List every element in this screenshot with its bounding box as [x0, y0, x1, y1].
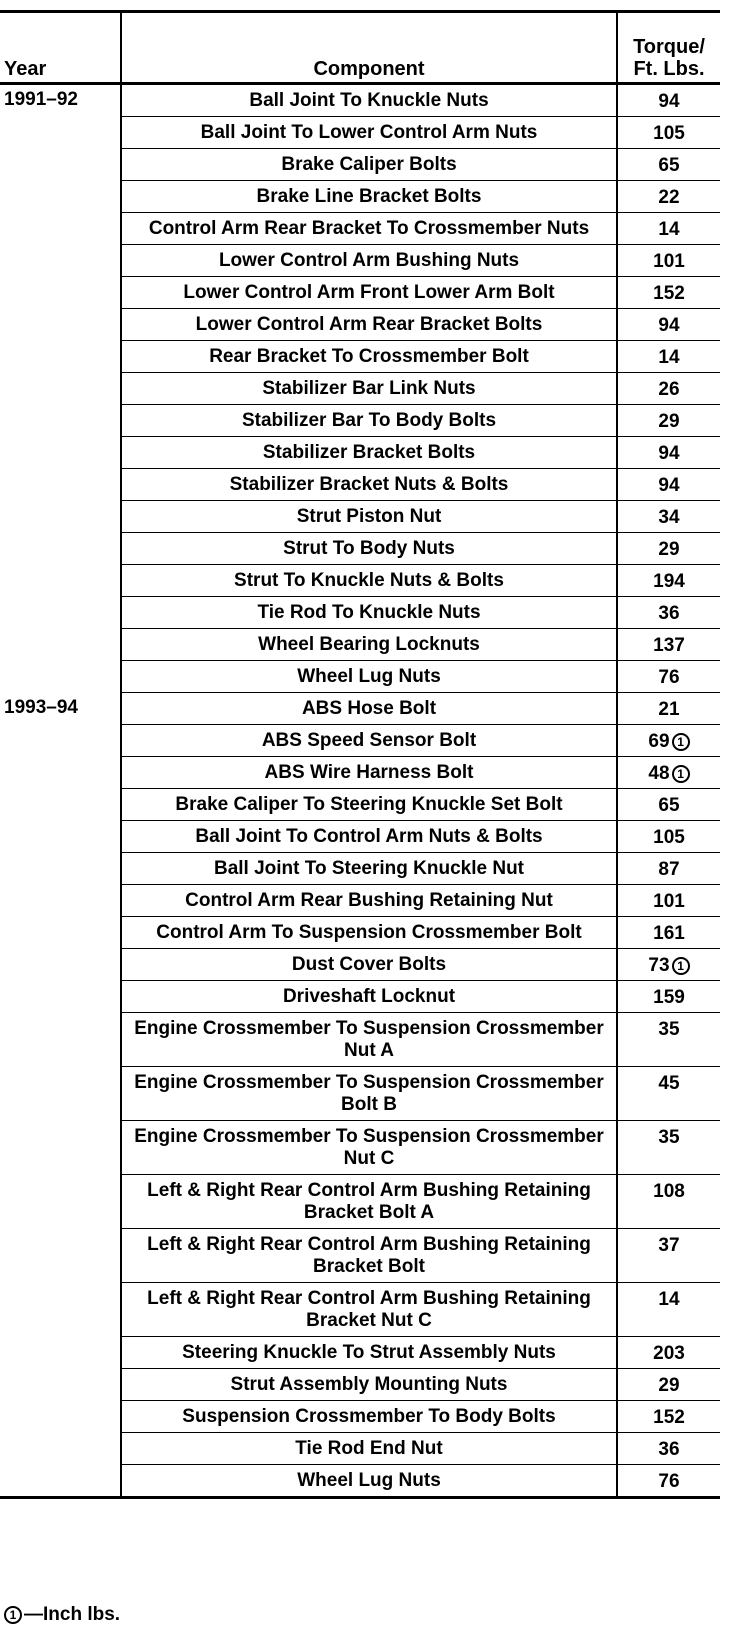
table-row	[0, 629, 720, 661]
torque-cell	[617, 1433, 720, 1465]
year-cell	[0, 501, 121, 533]
torque-value: 69	[648, 731, 670, 752]
torque-cell	[617, 789, 720, 821]
torque-value: 194	[653, 571, 685, 592]
component-cell: Tie Rod End Nut	[121, 1433, 617, 1465]
table-row	[0, 661, 720, 693]
torque-cell	[617, 213, 720, 245]
torque-value: 34	[658, 507, 680, 528]
table-row	[0, 725, 720, 757]
torque-value: 29	[658, 1375, 680, 1396]
torque-cell	[617, 405, 720, 437]
table-row	[0, 1337, 720, 1369]
torque-cell	[617, 853, 720, 885]
torque-spec-table-wrapper	[0, 10, 720, 1499]
year-cell	[0, 757, 121, 789]
component-cell: Ball Joint To Knuckle Nuts	[121, 84, 617, 117]
year-cell	[0, 917, 121, 949]
component-cell: Dust Cover Bolts	[121, 949, 617, 981]
torque-value: 26	[658, 379, 680, 400]
torque-value: 48	[648, 763, 670, 784]
component-cell: Ball Joint To Steering Knuckle Nut	[121, 853, 617, 885]
torque-cell	[617, 1229, 720, 1283]
component-cell: Suspension Crossmember To Body Bolts	[121, 1401, 617, 1433]
circled-one-symbol: 1	[4, 1606, 22, 1624]
table-row	[0, 309, 720, 341]
torque-value: 35	[658, 1019, 680, 1040]
component-cell: Left & Right Rear Control Arm Bushing Retaining Bracket Nut C	[121, 1283, 617, 1337]
component-cell: Wheel Lug Nuts	[121, 661, 617, 693]
table-row	[0, 1369, 720, 1401]
component-column-header: Component	[121, 12, 617, 84]
inch-lbs-footnote-icon: 1	[672, 733, 690, 751]
year-cell	[0, 1067, 121, 1121]
torque-value: 152	[653, 283, 685, 304]
torque-cell	[617, 725, 720, 757]
component-cell: Driveshaft Locknut	[121, 981, 617, 1013]
year-cell	[0, 309, 121, 341]
torque-value: 21	[658, 699, 680, 720]
table-body	[0, 84, 720, 1498]
year-cell	[0, 565, 121, 597]
torque-cell	[617, 565, 720, 597]
torque-cell	[617, 373, 720, 405]
table-row	[0, 1067, 720, 1121]
component-cell: Engine Crossmember To Suspension Crossmember Nut C	[121, 1121, 617, 1175]
table-row	[0, 565, 720, 597]
torque-cell	[617, 309, 720, 341]
torque-value: 152	[653, 1407, 685, 1428]
torque-cell	[617, 84, 720, 117]
table-row	[0, 789, 720, 821]
component-cell: Stabilizer Bar To Body Bolts	[121, 405, 617, 437]
torque-value: 87	[658, 859, 680, 880]
torque-cell	[617, 981, 720, 1013]
component-cell: Left & Right Rear Control Arm Bushing Retaining Bracket Bolt A	[121, 1175, 617, 1229]
component-cell: Lower Control Arm Bushing Nuts	[121, 245, 617, 277]
torque-cell	[617, 757, 720, 789]
torque-cell	[617, 661, 720, 693]
torque-value: 29	[658, 411, 680, 432]
torque-value: 101	[653, 891, 685, 912]
torque-cell	[617, 597, 720, 629]
year-cell	[0, 821, 121, 853]
torque-cell	[617, 917, 720, 949]
year-cell	[0, 149, 121, 181]
torque-value: 159	[653, 987, 685, 1008]
table-row	[0, 821, 720, 853]
year-cell: 1993–94	[4, 696, 78, 718]
component-cell: Strut To Knuckle Nuts & Bolts	[121, 565, 617, 597]
table-row	[0, 469, 720, 501]
table-row	[0, 245, 720, 277]
table-row	[0, 1465, 720, 1498]
year-cell	[0, 341, 121, 373]
torque-cell	[617, 181, 720, 213]
torque-cell	[617, 885, 720, 917]
year-cell: 1991–92	[4, 89, 78, 110]
torque-header-line2: Ft. Lbs.	[633, 58, 705, 80]
torque-cell	[617, 149, 720, 181]
torque-value: 29	[658, 539, 680, 560]
year-cell	[0, 949, 121, 981]
table-row	[0, 981, 720, 1013]
torque-value: 22	[658, 187, 680, 208]
inch-lbs-footnote-icon: 1	[672, 957, 690, 975]
torque-value: 65	[658, 795, 680, 816]
table-row	[0, 341, 720, 373]
torque-value: 94	[658, 315, 680, 336]
table-row	[0, 885, 720, 917]
torque-value: 94	[658, 91, 680, 112]
table-row	[0, 501, 720, 533]
component-cell: ABS Speed Sensor Bolt	[121, 725, 617, 757]
footnote-text: —Inch lbs.	[24, 1604, 121, 1625]
component-cell: Rear Bracket To Crossmember Bolt	[121, 341, 617, 373]
component-cell: Control Arm Rear Bushing Retaining Nut	[121, 885, 617, 917]
component-cell: Control Arm To Suspension Crossmember Bolt	[121, 917, 617, 949]
torque-cell	[617, 949, 720, 981]
component-cell: Control Arm Rear Bracket To Crossmember Nuts	[121, 213, 617, 245]
table-row	[0, 917, 720, 949]
year-cell	[0, 437, 121, 469]
torque-value: 36	[658, 1439, 680, 1460]
table-row	[0, 437, 720, 469]
torque-value: 161	[653, 923, 685, 944]
torque-cell	[617, 1401, 720, 1433]
year-cell	[0, 1175, 121, 1229]
table-row	[0, 1283, 720, 1337]
torque-cell	[617, 245, 720, 277]
table-row	[0, 373, 720, 405]
table-row	[0, 149, 720, 181]
component-cell: Tie Rod To Knuckle Nuts	[121, 597, 617, 629]
table-row	[0, 1433, 720, 1465]
torque-value: 76	[658, 1471, 680, 1492]
year-cell	[0, 1401, 121, 1433]
year-cell	[0, 181, 121, 213]
table-row	[0, 405, 720, 437]
year-cell	[0, 725, 121, 757]
year-cell	[0, 629, 121, 661]
torque-cell	[617, 1369, 720, 1401]
year-cell	[0, 1465, 121, 1498]
torque-value: 203	[653, 1343, 685, 1364]
component-cell: Wheel Bearing Locknuts	[121, 629, 617, 661]
year-cell	[0, 1433, 121, 1465]
table-row	[0, 117, 720, 149]
table-row	[0, 949, 720, 981]
torque-cell	[617, 1465, 720, 1498]
torque-spec-table	[0, 10, 720, 1499]
component-cell: Brake Line Bracket Bolts	[121, 181, 617, 213]
table-row	[0, 1401, 720, 1433]
torque-value: 14	[658, 1289, 680, 1310]
torque-cell	[617, 437, 720, 469]
table-row	[0, 853, 720, 885]
torque-cell	[617, 533, 720, 565]
year-cell	[0, 1283, 121, 1337]
torque-value: 137	[653, 635, 685, 656]
torque-value: 73	[648, 955, 670, 976]
year-cell	[0, 373, 121, 405]
table-row	[0, 1175, 720, 1229]
component-cell: ABS Hose Bolt	[121, 693, 617, 725]
torque-value: 37	[658, 1235, 680, 1256]
component-cell: Stabilizer Bracket Bolts	[121, 437, 617, 469]
torque-value: 105	[653, 123, 685, 144]
year-cell	[0, 1369, 121, 1401]
torque-cell	[617, 1337, 720, 1369]
torque-cell	[617, 1175, 720, 1229]
component-cell: ABS Wire Harness Bolt	[121, 757, 617, 789]
torque-cell	[617, 821, 720, 853]
footnote	[4, 1604, 120, 1626]
year-cell	[0, 245, 121, 277]
year-cell	[0, 117, 121, 149]
year-cell	[0, 597, 121, 629]
component-cell: Strut Assembly Mounting Nuts	[121, 1369, 617, 1401]
year-cell	[0, 853, 121, 885]
torque-cell	[617, 1067, 720, 1121]
torque-value: 101	[653, 251, 685, 272]
component-cell: Brake Caliper Bolts	[121, 149, 617, 181]
table-row	[0, 1013, 720, 1067]
component-cell: Ball Joint To Lower Control Arm Nuts	[121, 117, 617, 149]
table-row	[0, 213, 720, 245]
component-cell: Engine Crossmember To Suspension Crossmember Nut A	[121, 1013, 617, 1067]
component-cell: Left & Right Rear Control Arm Bushing Retaining Bracket Bolt	[121, 1229, 617, 1283]
torque-value: 94	[658, 475, 680, 496]
torque-cell	[617, 1283, 720, 1337]
table-row	[0, 84, 720, 117]
torque-cell	[617, 117, 720, 149]
year-cell	[0, 789, 121, 821]
table-row	[0, 277, 720, 309]
year-cell	[0, 1013, 121, 1067]
torque-cell	[617, 469, 720, 501]
component-cell: Lower Control Arm Front Lower Arm Bolt	[121, 277, 617, 309]
torque-column-header	[617, 12, 720, 84]
component-cell: Engine Crossmember To Suspension Crossmember Bolt B	[121, 1067, 617, 1121]
torque-cell	[617, 1013, 720, 1067]
torque-value: 36	[658, 603, 680, 624]
component-cell: Stabilizer Bracket Nuts & Bolts	[121, 469, 617, 501]
component-cell: Strut Piston Nut	[121, 501, 617, 533]
year-cell	[0, 661, 121, 693]
torque-cell	[617, 501, 720, 533]
torque-cell	[617, 341, 720, 373]
torque-value: 76	[658, 667, 680, 688]
year-cell	[0, 213, 121, 245]
component-cell: Stabilizer Bar Link Nuts	[121, 373, 617, 405]
table-row	[0, 181, 720, 213]
component-cell: Brake Caliper To Steering Knuckle Set Bolt	[121, 789, 617, 821]
year-cell	[0, 1337, 121, 1369]
torque-value: 94	[658, 443, 680, 464]
table-row	[0, 533, 720, 565]
torque-value: 45	[658, 1073, 680, 1094]
torque-value: 35	[658, 1127, 680, 1148]
year-cell	[0, 1121, 121, 1175]
torque-value: 14	[658, 219, 680, 240]
table-row	[0, 597, 720, 629]
torque-cell	[617, 1121, 720, 1175]
year-cell	[0, 533, 121, 565]
table-row	[0, 693, 720, 725]
torque-value: 14	[658, 347, 680, 368]
year-cell	[0, 981, 121, 1013]
torque-cell	[617, 629, 720, 661]
torque-header-line1: Torque/	[633, 36, 705, 58]
year-cell	[0, 885, 121, 917]
inch-lbs-footnote-icon: 1	[672, 765, 690, 783]
year-cell	[0, 405, 121, 437]
torque-cell	[617, 693, 720, 725]
year-cell	[0, 1229, 121, 1283]
table-row	[0, 1229, 720, 1283]
torque-cell	[617, 277, 720, 309]
torque-value: 108	[653, 1181, 685, 1202]
torque-value: 105	[653, 827, 685, 848]
table-row	[0, 757, 720, 789]
component-cell: Steering Knuckle To Strut Assembly Nuts	[121, 1337, 617, 1369]
torque-value: 65	[658, 155, 680, 176]
year-cell	[0, 469, 121, 501]
component-cell: Ball Joint To Control Arm Nuts & Bolts	[121, 821, 617, 853]
component-cell: Wheel Lug Nuts	[121, 1465, 617, 1498]
component-cell: Lower Control Arm Rear Bracket Bolts	[121, 309, 617, 341]
year-cell	[0, 277, 121, 309]
table-header-row	[0, 12, 720, 84]
table-row	[0, 1121, 720, 1175]
component-cell: Strut To Body Nuts	[121, 533, 617, 565]
year-column-header: Year	[0, 12, 121, 84]
